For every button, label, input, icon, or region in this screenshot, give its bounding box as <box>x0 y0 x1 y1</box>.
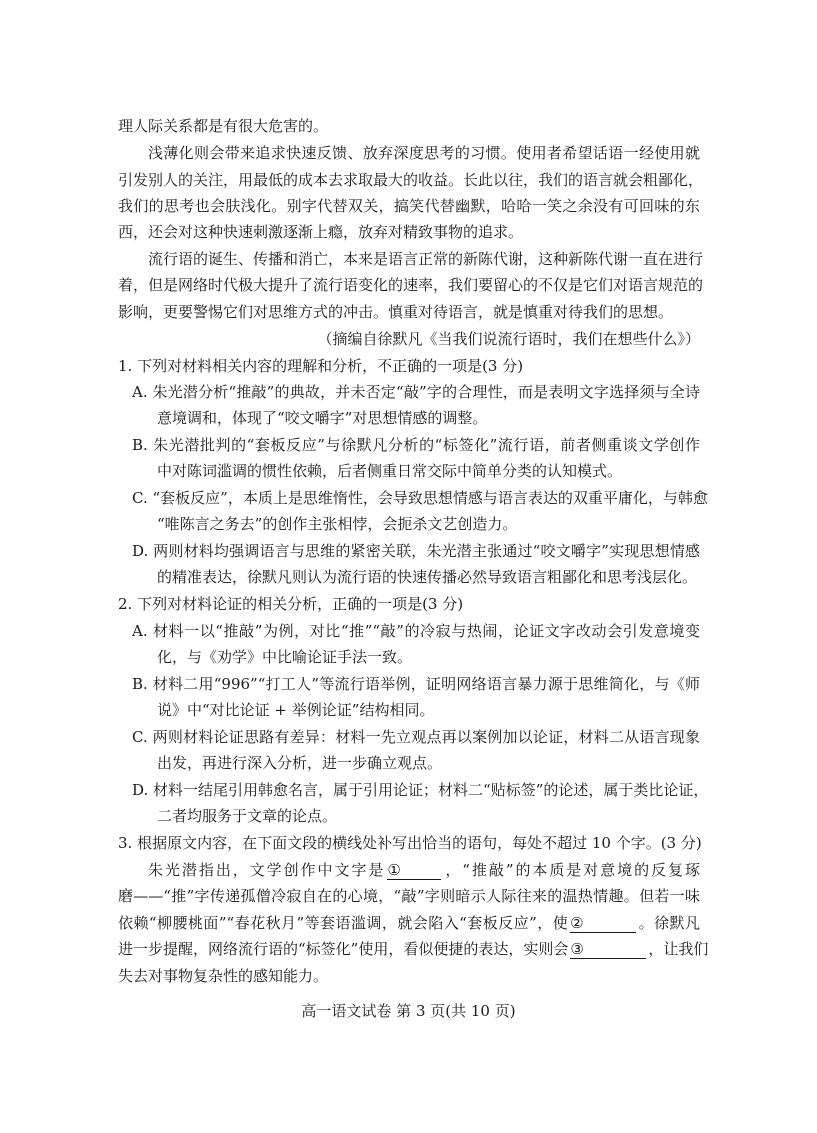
question-1-stem: 1. 下列对材料相关内容的理解和分析，不正确的一项是(3 分) <box>118 357 524 375</box>
q1-option-c: C. “套板反应”，本质上是思维惰性，会导致思想情感与语言表达的双重平庸化，与韩愈 <box>132 489 708 507</box>
q1-option-b: B. 朱光潜批判的“套板反应”与徐默凡分析的“标签化”流行语，前者侧重谈文学创作 <box>132 436 700 454</box>
q2-option-c: C. 两则材料论证思路有差异：材料一先立观点再以案例加以论证，材料二从语言现象 <box>132 728 700 746</box>
q2-option-d-cont: 二者均服务于文章的论点。 <box>157 807 338 825</box>
passage-line: 着，但是网络时代极大提升了流行语变化的速率，我们要留心的不仅是它们对语言规范的 <box>118 276 704 294</box>
q2-option-d: D. 材料一结尾引用韩愈名言，属于引用论证；材料二“贴标签”的论述，属于类比论证， <box>132 781 709 799</box>
passage-line: 流行语的诞生、传播和消亡，本来是语言正常的新陈代谢，这种新陈代谢一直在进行 <box>148 250 704 268</box>
q2-option-b-cont: 说》中“对比论证 + 举例论证”结构相同。 <box>157 701 435 719</box>
q1-option-a-cont: 意境调和，体现了“咬文嚼字”对思想情感的调整。 <box>157 409 488 427</box>
q3-paragraph-line: 失去对事物复杂性的感知能力。 <box>118 967 329 985</box>
question-3-stem: 3. 根据原文内容，在下面文段的横线处补写出恰当的语句，每处不超过 10 个字。(3 分) <box>118 834 702 852</box>
q1-option-c-cont: “唯陈言之务去”的创作主张相悖，会扼杀文艺创造力。 <box>157 515 518 533</box>
q2-option-a-cont: 化，与《劝学》中比喻论证手法一致。 <box>157 648 413 666</box>
passage-source: （摘编自徐默凡《当我们说流行语时，我们在想些什么》） <box>317 330 700 348</box>
answer-blank-2[interactable]: ② <box>570 914 636 933</box>
q3-text: 依赖“柳腰桃面”“春花秋月”等套语滥调，就会陷入“套板反应”，使 <box>118 914 569 932</box>
passage-line: 我们的思考也会肤浅化。别字代替双关，搞笑代替幽默，哈哈一笑之余没有可回味的东 <box>118 197 700 215</box>
q3-text: 。徐默凡 <box>638 914 700 932</box>
q1-option-b-cont: 中对陈词滥调的惯性依赖，后者侧重日常交际中简单分类的认知模式。 <box>157 462 623 480</box>
q3-text: ，“推敲”的本质是对意境的反复琢 <box>443 861 700 879</box>
passage-line: 西，还会对这种快速刺激逐渐上瘾，放弃对精致事物的追求。 <box>118 223 524 241</box>
answer-blank-1[interactable]: ① <box>387 861 441 880</box>
q2-option-c-cont: 出发，再进行深入分析，进一步确立观点。 <box>157 754 443 772</box>
passage-line: 引发别人的关注，用最低的成本去求取最大的收益。长此以往，我们的语言就会粗鄙化， <box>118 171 704 189</box>
q3-text: 进一步提醒，网络流行语的“标签化”使用，看似便捷的表达，实则会 <box>118 940 569 958</box>
page-footer: 高一语文试卷 第 3 页(共 10 页) <box>301 1002 516 1020</box>
q2-option-a: A. 材料一以“推敲”为例，对比“推”“敲”的冷寂与热闹，论证文字改动会引发意境变 <box>132 622 700 640</box>
q3-text: 朱光潜指出，文学创作中文字是 <box>148 861 386 879</box>
q1-option-a: A. 朱光潜分析“推敲”的典故，并未否定“敲”字的合理性，而是表明文字选择须与全诗 <box>132 383 700 401</box>
q3-paragraph-line <box>118 913 700 933</box>
passage-line: 浅薄化则会带来追求快速反馈、放弃深度思考的习惯。使用者希望话语一经使用就 <box>148 144 700 162</box>
q3-paragraph-line <box>148 860 700 880</box>
q1-option-d: D. 两则材料均强调语言与思维的紧密关联，朱光潜主张通过“咬文嚼字”实现思想情感 <box>132 542 700 560</box>
q2-option-b: B. 材料二用“996”“打工人”等流行语举例，证明网络语言暴力源于思维简化，与《师 <box>132 675 700 693</box>
q3-text: ，让我们 <box>648 940 709 958</box>
answer-blank-3[interactable]: ③ <box>570 940 646 959</box>
question-2-stem: 2. 下列对材料论证的相关分析，正确的一项是(3 分) <box>118 595 464 613</box>
passage-line: 理人际关系都是有很大危害的。 <box>118 117 329 135</box>
q1-option-d-cont: 的精准表达，徐默凡则认为流行语的快速传播必然导致语言粗鄙化和思考浅层化。 <box>157 568 698 586</box>
q3-paragraph-line: 磨——“推”字传递孤僧冷寂自在的心境，“敲”字则暗示人际往来的温热情趣。但若一味 <box>118 887 700 905</box>
passage-line: 影响，更要警惕它们对思维方式的冲击。慎重对待语言，就是慎重对待我们的思想。 <box>118 303 674 321</box>
q3-paragraph-line <box>118 939 709 959</box>
